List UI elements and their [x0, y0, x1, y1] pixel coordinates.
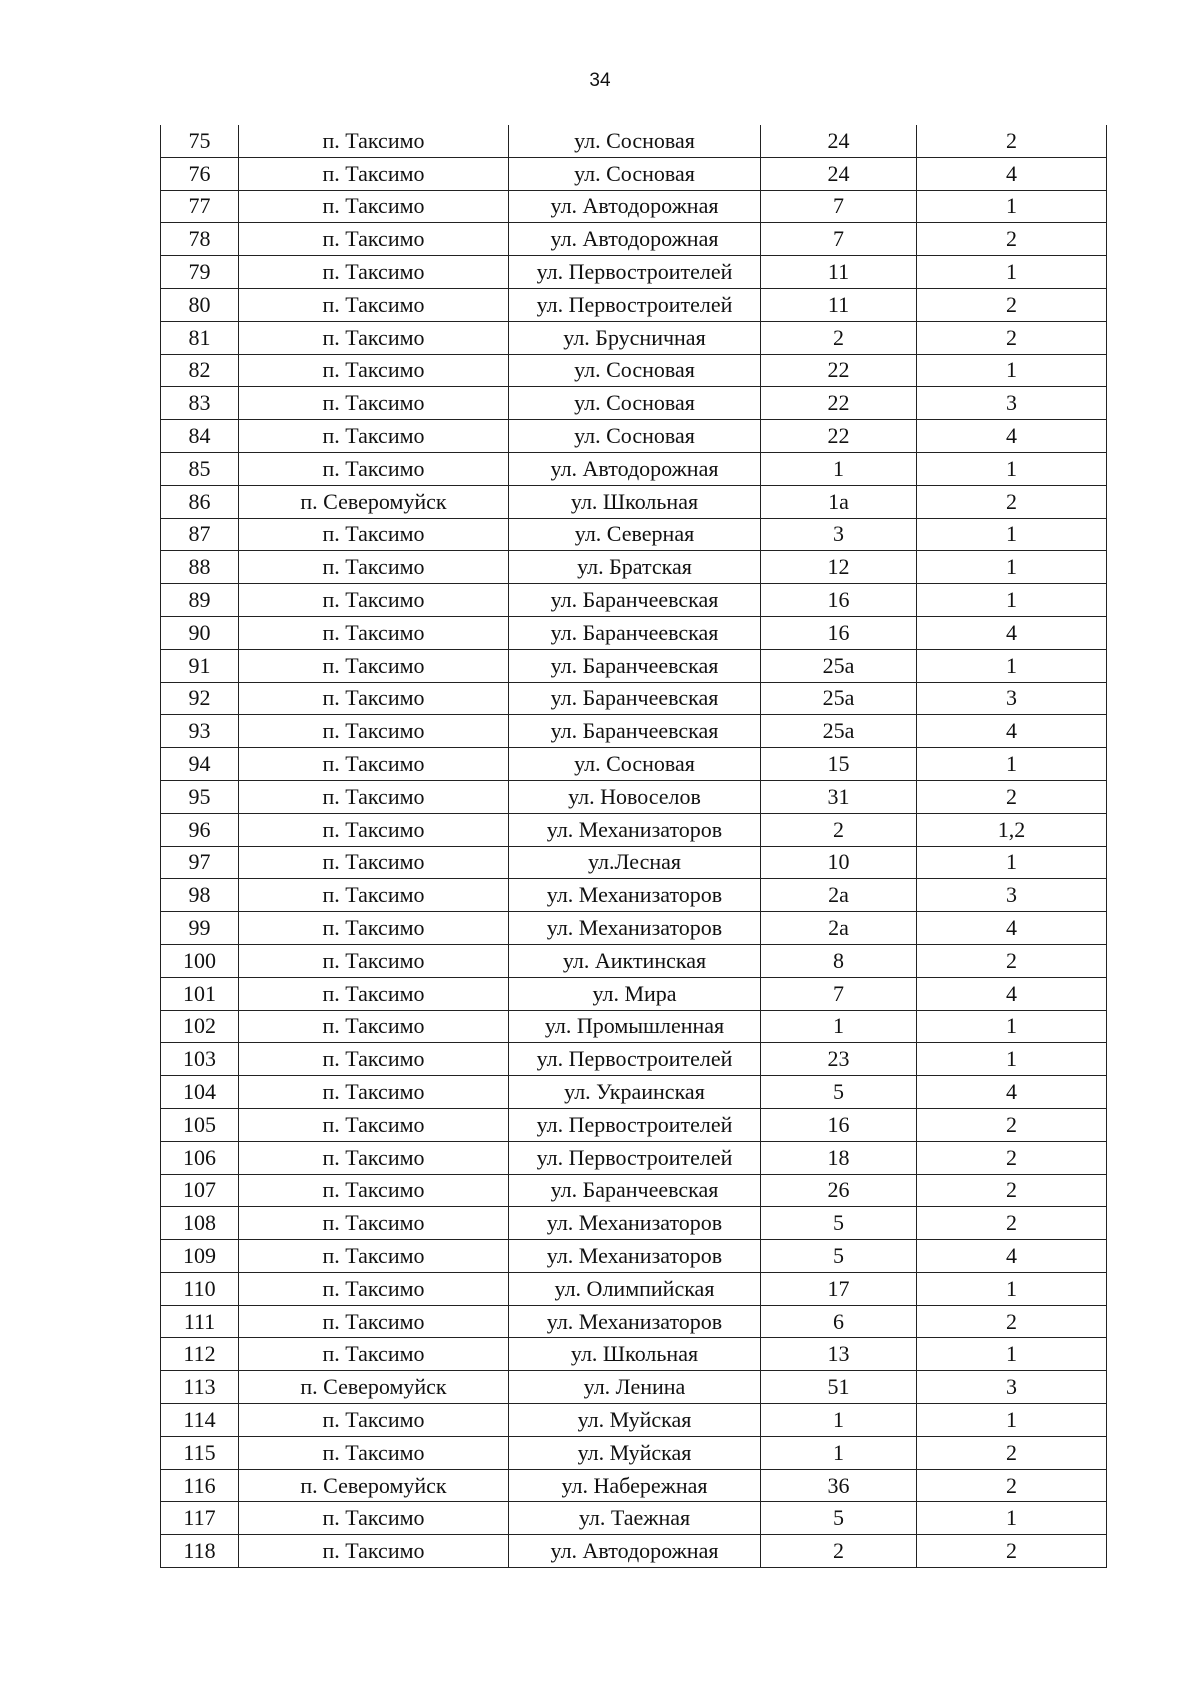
settlement-cell: п. Таксимо: [239, 354, 509, 387]
page-number: 34: [589, 70, 611, 91]
house-number-cell: 7: [761, 977, 917, 1010]
settlement-cell: п. Таксимо: [239, 1141, 509, 1174]
street-cell: ул. Автодорожная: [509, 190, 761, 223]
house-number-cell: 5: [761, 1076, 917, 1109]
apartment-cell: 2: [917, 1469, 1107, 1502]
table-row: [161, 912, 1107, 945]
house-number-cell: 25а: [761, 682, 917, 715]
house-number-cell: 24: [761, 157, 917, 190]
house-number-cell: 25а: [761, 649, 917, 682]
house-number-cell: 1: [761, 1010, 917, 1043]
street-cell: ул. Первостроителей: [509, 288, 761, 321]
apartment-cell: 1: [917, 354, 1107, 387]
street-cell: ул. Механизаторов: [509, 879, 761, 912]
table-row: [161, 649, 1107, 682]
house-number-cell: 1: [761, 1404, 917, 1437]
house-number-cell: 11: [761, 288, 917, 321]
house-number-cell: 11: [761, 256, 917, 289]
apartment-cell: 1: [917, 748, 1107, 781]
house-number-cell: 5: [761, 1240, 917, 1273]
house-number-cell: 22: [761, 420, 917, 453]
settlement-cell: п. Таксимо: [239, 682, 509, 715]
settlement-cell: п. Таксимо: [239, 288, 509, 321]
house-number-cell: 8: [761, 944, 917, 977]
table-row: [161, 1436, 1107, 1469]
table-row: [161, 125, 1107, 157]
apartment-cell: 1: [917, 452, 1107, 485]
table-row: [161, 846, 1107, 879]
settlement-cell: п. Таксимо: [239, 387, 509, 420]
settlement-cell: п. Таксимо: [239, 1305, 509, 1338]
table-row: [161, 1240, 1107, 1273]
settlement-cell: п. Таксимо: [239, 1338, 509, 1371]
table-row: [161, 551, 1107, 584]
house-number-cell: 15: [761, 748, 917, 781]
row-number-cell: 113: [161, 1371, 239, 1404]
table-row: [161, 1305, 1107, 1338]
house-number-cell: 2: [761, 321, 917, 354]
street-cell: ул. Братская: [509, 551, 761, 584]
settlement-cell: п. Таксимо: [239, 1272, 509, 1305]
apartment-cell: 4: [917, 977, 1107, 1010]
house-number-cell: 2а: [761, 912, 917, 945]
house-number-cell: 36: [761, 1469, 917, 1502]
apartment-cell: 4: [917, 157, 1107, 190]
apartment-cell: 3: [917, 682, 1107, 715]
house-number-cell: 5: [761, 1207, 917, 1240]
table-row: [161, 420, 1107, 453]
apartment-cell: 1,2: [917, 813, 1107, 846]
table-row: [161, 321, 1107, 354]
settlement-cell: п. Таксимо: [239, 616, 509, 649]
settlement-cell: п. Таксимо: [239, 912, 509, 945]
street-cell: ул. Баранчеевская: [509, 682, 761, 715]
apartment-cell: 4: [917, 1240, 1107, 1273]
settlement-cell: п. Таксимо: [239, 1535, 509, 1568]
house-number-cell: 16: [761, 584, 917, 617]
street-cell: ул. Первостроителей: [509, 256, 761, 289]
house-number-cell: 2а: [761, 879, 917, 912]
settlement-cell: п. Таксимо: [239, 846, 509, 879]
apartment-cell: 1: [917, 1010, 1107, 1043]
apartment-cell: 2: [917, 321, 1107, 354]
apartment-cell: 2: [917, 1108, 1107, 1141]
settlement-cell: п. Таксимо: [239, 649, 509, 682]
street-cell: ул. Новоселов: [509, 780, 761, 813]
house-number-cell: 7: [761, 223, 917, 256]
street-cell: ул. Механизаторов: [509, 912, 761, 945]
row-number-cell: 114: [161, 1404, 239, 1437]
row-number-cell: 87: [161, 518, 239, 551]
row-number-cell: 115: [161, 1436, 239, 1469]
house-number-cell: 25а: [761, 715, 917, 748]
table-row: [161, 190, 1107, 223]
table-row: [161, 715, 1107, 748]
settlement-cell: п. Таксимо: [239, 157, 509, 190]
house-number-cell: 10: [761, 846, 917, 879]
street-cell: ул. Муйская: [509, 1436, 761, 1469]
apartment-cell: 2: [917, 1305, 1107, 1338]
house-number-cell: 1: [761, 1436, 917, 1469]
apartment-cell: 4: [917, 715, 1107, 748]
row-number-cell: 98: [161, 879, 239, 912]
row-number-cell: 105: [161, 1108, 239, 1141]
house-number-cell: 22: [761, 354, 917, 387]
street-cell: ул. Механизаторов: [509, 1305, 761, 1338]
house-number-cell: 1: [761, 452, 917, 485]
apartment-cell: 2: [917, 1207, 1107, 1240]
apartment-cell: 1: [917, 584, 1107, 617]
row-number-cell: 116: [161, 1469, 239, 1502]
street-cell: ул. Школьная: [509, 1338, 761, 1371]
row-number-cell: 79: [161, 256, 239, 289]
street-cell: ул. Сосновая: [509, 387, 761, 420]
table-row: [161, 879, 1107, 912]
settlement-cell: п. Таксимо: [239, 518, 509, 551]
apartment-cell: 1: [917, 551, 1107, 584]
row-number-cell: 83: [161, 387, 239, 420]
street-cell: ул. Олимпийская: [509, 1272, 761, 1305]
street-cell: ул. Украинская: [509, 1076, 761, 1109]
apartment-cell: 1: [917, 256, 1107, 289]
house-number-cell: 13: [761, 1338, 917, 1371]
street-cell: ул. Аиктинская: [509, 944, 761, 977]
settlement-cell: п. Таксимо: [239, 813, 509, 846]
table-row: [161, 256, 1107, 289]
apartment-cell: 2: [917, 1436, 1107, 1469]
settlement-cell: п. Таксимо: [239, 748, 509, 781]
row-number-cell: 76: [161, 157, 239, 190]
apartment-cell: 1: [917, 1272, 1107, 1305]
apartment-cell: 4: [917, 420, 1107, 453]
apartment-cell: 1: [917, 1338, 1107, 1371]
row-number-cell: 96: [161, 813, 239, 846]
settlement-cell: п. Таксимо: [239, 879, 509, 912]
street-cell: ул. Школьная: [509, 485, 761, 518]
address-table-body: [161, 125, 1107, 1568]
table-row: [161, 288, 1107, 321]
apartment-cell: 2: [917, 1535, 1107, 1568]
apartment-cell: 1: [917, 649, 1107, 682]
house-number-cell: 5: [761, 1502, 917, 1535]
row-number-cell: 84: [161, 420, 239, 453]
row-number-cell: 86: [161, 485, 239, 518]
row-number-cell: 89: [161, 584, 239, 617]
row-number-cell: 106: [161, 1141, 239, 1174]
table-row: [161, 748, 1107, 781]
row-number-cell: 99: [161, 912, 239, 945]
apartment-cell: 2: [917, 1141, 1107, 1174]
row-number-cell: 97: [161, 846, 239, 879]
row-number-cell: 107: [161, 1174, 239, 1207]
table-row: [161, 977, 1107, 1010]
row-number-cell: 111: [161, 1305, 239, 1338]
table-row: [161, 1371, 1107, 1404]
house-number-cell: 17: [761, 1272, 917, 1305]
street-cell: ул. Автодорожная: [509, 1535, 761, 1568]
street-cell: ул. Механизаторов: [509, 813, 761, 846]
row-number-cell: 82: [161, 354, 239, 387]
row-number-cell: 104: [161, 1076, 239, 1109]
house-number-cell: 18: [761, 1141, 917, 1174]
street-cell: ул. Сосновая: [509, 125, 761, 157]
street-cell: ул. Баранчеевская: [509, 1174, 761, 1207]
row-number-cell: 109: [161, 1240, 239, 1273]
street-cell: ул. Первостроителей: [509, 1043, 761, 1076]
street-cell: ул. Мира: [509, 977, 761, 1010]
table-row: [161, 1174, 1107, 1207]
street-cell: ул. Сосновая: [509, 748, 761, 781]
row-number-cell: 92: [161, 682, 239, 715]
settlement-cell: п. Северомуйск: [239, 1469, 509, 1502]
table-row: [161, 616, 1107, 649]
table-row: [161, 223, 1107, 256]
house-number-cell: 26: [761, 1174, 917, 1207]
apartment-cell: 2: [917, 125, 1107, 157]
apartment-cell: 2: [917, 485, 1107, 518]
street-cell: ул. Муйская: [509, 1404, 761, 1437]
row-number-cell: 108: [161, 1207, 239, 1240]
table-row: [161, 485, 1107, 518]
settlement-cell: п. Таксимо: [239, 452, 509, 485]
house-number-cell: 2: [761, 813, 917, 846]
street-cell: ул. Брусничная: [509, 321, 761, 354]
house-number-cell: 12: [761, 551, 917, 584]
apartment-cell: 1: [917, 846, 1107, 879]
row-number-cell: 94: [161, 748, 239, 781]
street-cell: ул. Механизаторов: [509, 1240, 761, 1273]
house-number-cell: 24: [761, 125, 917, 157]
table-row: [161, 944, 1107, 977]
table-row: [161, 387, 1107, 420]
settlement-cell: п. Таксимо: [239, 1043, 509, 1076]
row-number-cell: 80: [161, 288, 239, 321]
settlement-cell: п. Таксимо: [239, 1502, 509, 1535]
row-number-cell: 112: [161, 1338, 239, 1371]
apartment-cell: 3: [917, 879, 1107, 912]
row-number-cell: 117: [161, 1502, 239, 1535]
street-cell: ул.Лесная: [509, 846, 761, 879]
street-cell: ул. Механизаторов: [509, 1207, 761, 1240]
settlement-cell: п. Таксимо: [239, 715, 509, 748]
settlement-cell: п. Таксимо: [239, 223, 509, 256]
table-row: [161, 452, 1107, 485]
street-cell: ул. Баранчеевская: [509, 584, 761, 617]
row-number-cell: 90: [161, 616, 239, 649]
street-cell: ул. Сосновая: [509, 157, 761, 190]
house-number-cell: 2: [761, 1535, 917, 1568]
street-cell: ул. Автодорожная: [509, 223, 761, 256]
apartment-cell: 1: [917, 1404, 1107, 1437]
settlement-cell: п. Таксимо: [239, 977, 509, 1010]
row-number-cell: 110: [161, 1272, 239, 1305]
street-cell: ул. Баранчеевская: [509, 715, 761, 748]
table-row: [161, 780, 1107, 813]
settlement-cell: п. Таксимо: [239, 780, 509, 813]
table-row: [161, 584, 1107, 617]
settlement-cell: п. Таксимо: [239, 420, 509, 453]
settlement-cell: п. Таксимо: [239, 584, 509, 617]
settlement-cell: п. Таксимо: [239, 190, 509, 223]
street-cell: ул. Баранчеевская: [509, 649, 761, 682]
house-number-cell: 7: [761, 190, 917, 223]
row-number-cell: 103: [161, 1043, 239, 1076]
settlement-cell: п. Таксимо: [239, 1207, 509, 1240]
apartment-cell: 1: [917, 1043, 1107, 1076]
settlement-cell: п. Таксимо: [239, 1010, 509, 1043]
table-row: [161, 682, 1107, 715]
house-number-cell: 51: [761, 1371, 917, 1404]
street-cell: ул. Сосновая: [509, 354, 761, 387]
apartment-cell: 3: [917, 1371, 1107, 1404]
settlement-cell: п. Таксимо: [239, 551, 509, 584]
settlement-cell: п. Северомуйск: [239, 1371, 509, 1404]
row-number-cell: 75: [161, 125, 239, 157]
house-number-cell: 16: [761, 616, 917, 649]
row-number-cell: 93: [161, 715, 239, 748]
apartment-cell: 2: [917, 944, 1107, 977]
table-row: [161, 1010, 1107, 1043]
apartment-cell: 2: [917, 223, 1107, 256]
row-number-cell: 100: [161, 944, 239, 977]
street-cell: ул. Ленина: [509, 1371, 761, 1404]
apartment-cell: 2: [917, 1174, 1107, 1207]
table-row: [161, 1141, 1107, 1174]
house-number-cell: 1а: [761, 485, 917, 518]
address-table: [160, 125, 1107, 1568]
settlement-cell: п. Таксимо: [239, 1240, 509, 1273]
table-row: [161, 1272, 1107, 1305]
street-cell: ул. Автодорожная: [509, 452, 761, 485]
apartment-cell: 3: [917, 387, 1107, 420]
table-row: [161, 354, 1107, 387]
street-cell: ул. Первостроителей: [509, 1108, 761, 1141]
settlement-cell: п. Таксимо: [239, 1108, 509, 1141]
street-cell: ул. Баранчеевская: [509, 616, 761, 649]
street-cell: ул. Промышленная: [509, 1010, 761, 1043]
table-row: [161, 1535, 1107, 1568]
row-number-cell: 101: [161, 977, 239, 1010]
row-number-cell: 95: [161, 780, 239, 813]
apartment-cell: 1: [917, 518, 1107, 551]
apartment-cell: 1: [917, 190, 1107, 223]
settlement-cell: п. Таксимо: [239, 256, 509, 289]
house-number-cell: 16: [761, 1108, 917, 1141]
table-row: [161, 1502, 1107, 1535]
settlement-cell: п. Таксимо: [239, 1436, 509, 1469]
street-cell: ул. Таежная: [509, 1502, 761, 1535]
street-cell: ул. Сосновая: [509, 420, 761, 453]
apartment-cell: 4: [917, 616, 1107, 649]
row-number-cell: 85: [161, 452, 239, 485]
table-row: [161, 1404, 1107, 1437]
apartment-cell: 4: [917, 912, 1107, 945]
apartment-cell: 1: [917, 1502, 1107, 1535]
row-number-cell: 77: [161, 190, 239, 223]
row-number-cell: 88: [161, 551, 239, 584]
settlement-cell: п. Таксимо: [239, 321, 509, 354]
row-number-cell: 81: [161, 321, 239, 354]
row-number-cell: 102: [161, 1010, 239, 1043]
street-cell: ул. Первостроителей: [509, 1141, 761, 1174]
house-number-cell: 22: [761, 387, 917, 420]
table-row: [161, 1108, 1107, 1141]
street-cell: ул. Северная: [509, 518, 761, 551]
house-number-cell: 31: [761, 780, 917, 813]
house-number-cell: 3: [761, 518, 917, 551]
settlement-cell: п. Таксимо: [239, 1404, 509, 1437]
settlement-cell: п. Таксимо: [239, 125, 509, 157]
row-number-cell: 118: [161, 1535, 239, 1568]
table-row: [161, 1338, 1107, 1371]
table-row: [161, 1207, 1107, 1240]
house-number-cell: 6: [761, 1305, 917, 1338]
apartment-cell: 2: [917, 288, 1107, 321]
house-number-cell: 23: [761, 1043, 917, 1076]
apartment-cell: 4: [917, 1076, 1107, 1109]
table-row: [161, 813, 1107, 846]
table-row: [161, 1469, 1107, 1502]
settlement-cell: п. Северомуйск: [239, 485, 509, 518]
table-row: [161, 157, 1107, 190]
table-row: [161, 1043, 1107, 1076]
street-cell: ул. Набережная: [509, 1469, 761, 1502]
table-row: [161, 1076, 1107, 1109]
row-number-cell: 91: [161, 649, 239, 682]
table-row: [161, 518, 1107, 551]
settlement-cell: п. Таксимо: [239, 944, 509, 977]
apartment-cell: 2: [917, 780, 1107, 813]
settlement-cell: п. Таксимо: [239, 1174, 509, 1207]
settlement-cell: п. Таксимо: [239, 1076, 509, 1109]
row-number-cell: 78: [161, 223, 239, 256]
